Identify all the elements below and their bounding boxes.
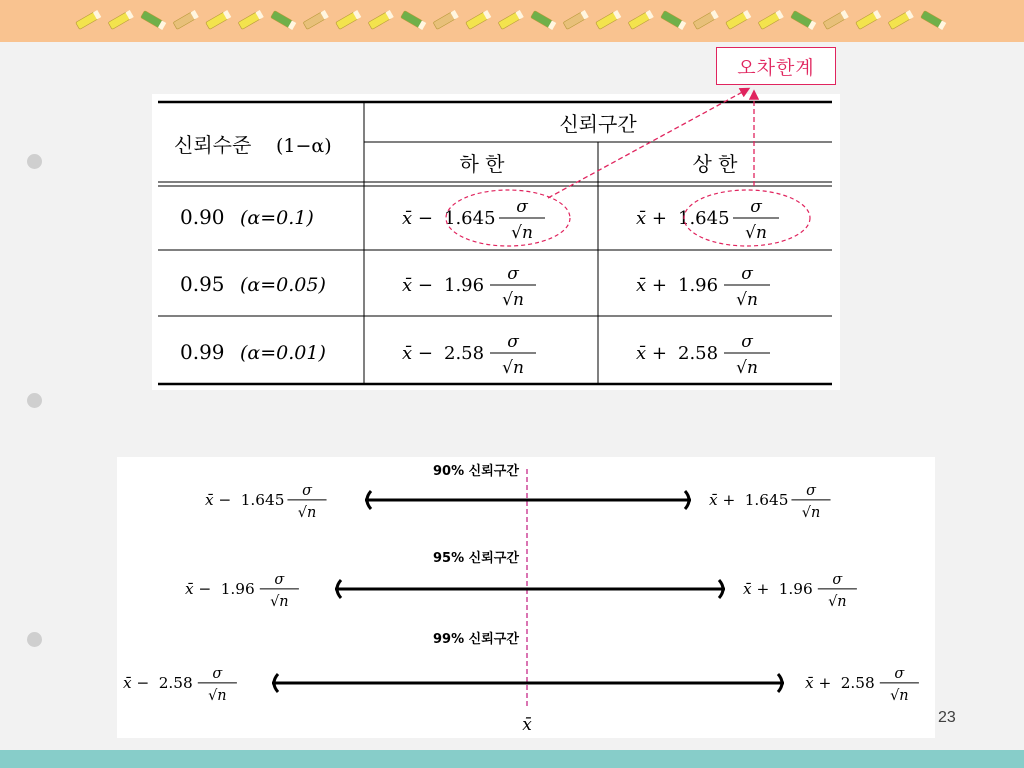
formula [123,666,237,704]
header-confidence-level: 신뢰수준 [174,133,252,157]
sqrt-n: √n [736,290,758,310]
row-level: 0.99 [180,340,225,364]
header-confidence-expr: (1−α) [276,135,332,157]
sqrt-n: √n [828,593,847,610]
formula-op: x̄ − [402,275,433,296]
formula [709,483,831,521]
interval-title: 95% 신뢰구간 [433,551,519,566]
sigma-symbol: σ [507,264,519,284]
sigma-symbol: σ [274,571,285,588]
sqrt-n: √n [801,504,821,521]
sqrt-n: √n [745,223,767,243]
formula-coefficient: 1.96 [778,580,813,598]
sigma-symbol: σ [832,571,843,588]
formula [743,572,857,610]
sqrt-n: √n [511,223,533,243]
sigma-symbol: σ [750,197,762,217]
sigma-symbol: σ [516,197,528,217]
formula-op: x̄ − [123,674,150,692]
bottom-banner [0,750,1024,768]
callout-label: 오차한계 [737,56,815,79]
page-number: 23 [938,709,956,726]
sigma-symbol: σ [507,332,519,352]
formula-coefficient: 2.58 [158,674,193,692]
formula [185,572,299,610]
sigma-symbol: σ [741,332,753,352]
row-level: 0.95 [180,272,225,296]
formula-op: x̄ − [402,208,433,229]
formula-coefficient: 2.58 [678,343,719,364]
header-upper: 상 한 [692,152,738,176]
sqrt-n: √n [208,687,227,704]
formula-op: x̄ + [636,275,667,296]
formula-op: x̄ − [185,580,212,598]
header-lower: 하 한 [459,152,505,176]
sqrt-n: √n [270,593,289,610]
arrow-from-lower [548,89,748,198]
interval-title: 99% 신뢰구간 [433,632,519,647]
sqrt-n: √n [502,358,524,378]
formula-op: x̄ + [636,208,667,229]
row-level: 0.90 [180,205,225,229]
formula-coefficient: 1.96 [444,275,485,296]
formula-op: x̄ − [402,343,433,364]
sigma-symbol: σ [741,264,753,284]
formula-op: x̄ + [636,343,667,364]
row-alpha: (α=0.1) [240,207,314,229]
mean-label: x̄ [522,715,532,735]
interval-diagram [117,457,935,738]
sqrt-n: √n [502,290,524,310]
formula-coefficient: 1.645 [678,208,730,229]
sigma-symbol: σ [302,482,312,499]
formula-op: x̄ + [709,491,736,509]
diagram-svg [117,457,935,738]
formula-op: x̄ − [205,491,232,509]
sqrt-n: √n [890,687,909,704]
formula-coefficient: 1.96 [678,275,719,296]
formula-op: x̄ + [805,674,832,692]
formula-coefficient: 1.96 [220,580,255,598]
interval-title: 90% 신뢰구간 [433,464,519,479]
header-interval: 신뢰구간 [559,112,637,136]
formula-op: x̄ + [743,580,770,598]
formula-coefficient: 1.645 [744,491,789,509]
sqrt-n: √n [736,358,758,378]
row-alpha: (α=0.01) [240,342,326,364]
formula [805,666,919,704]
formula-coefficient: 2.58 [444,343,485,364]
sigma-symbol: σ [212,665,223,682]
formula-coefficient: 1.645 [240,491,285,509]
sqrt-n: √n [297,504,317,521]
sigma-symbol: σ [894,665,905,682]
formula-coefficient: 2.58 [840,674,875,692]
formula-coefficient: 1.645 [444,208,496,229]
sigma-symbol: σ [806,482,816,499]
row-alpha: (α=0.05) [240,274,326,296]
formula [205,483,327,521]
